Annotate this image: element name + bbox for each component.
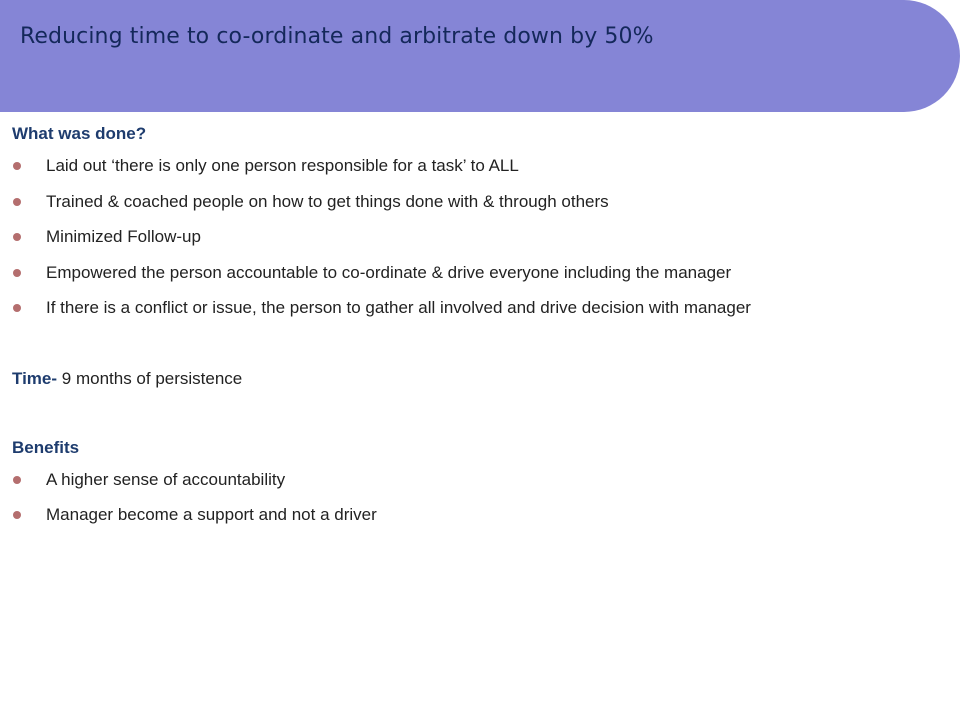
list-item-text: If there is a conflict or issue, the person to gather all involved and drive decision with manager [46, 298, 751, 317]
what-was-done-heading: What was done? [12, 124, 147, 143]
slide-body [12, 120, 952, 533]
bullet-dot-icon [13, 162, 21, 170]
list-item [12, 148, 952, 184]
bullet-dot-icon [13, 511, 21, 519]
benefits-heading: Benefits [12, 437, 80, 457]
benefits-list [12, 462, 952, 533]
time-value: 9 months of persistence [57, 368, 243, 388]
bullet-dot-icon [13, 304, 21, 312]
bullet-dot-icon [13, 269, 21, 277]
list-item [12, 184, 952, 220]
list-item [12, 219, 952, 255]
list-item-text: Minimized Follow-up [46, 227, 201, 246]
time-line [12, 364, 952, 394]
bullet-dot-icon [13, 198, 21, 206]
bullet-dot-icon [13, 476, 21, 484]
what-was-done-list [12, 148, 952, 326]
list-item [12, 255, 952, 291]
list-item [12, 290, 952, 326]
spacer [12, 326, 952, 364]
list-item-text: A higher sense of accountability [46, 469, 286, 489]
time-label: Time- [12, 368, 58, 388]
list-item-text: Manager become a support and not a driver [46, 505, 377, 524]
bullet-dot-icon [13, 233, 21, 241]
spacer [12, 394, 952, 434]
list-item-text: Empowered the person accountable to co-ordinate & drive everyone including the manager [46, 262, 732, 282]
list-item-text: Laid out ‘there is only one person responsible for a task’ to ALL [46, 156, 519, 175]
list-item [12, 462, 952, 498]
list-item [12, 497, 952, 533]
header-band [0, 0, 960, 112]
list-item-text: Trained & coached people on how to get things done with & through others [46, 191, 609, 211]
slide-title: Reducing time to co-ordinate and arbitrate down by 50% [20, 24, 654, 49]
